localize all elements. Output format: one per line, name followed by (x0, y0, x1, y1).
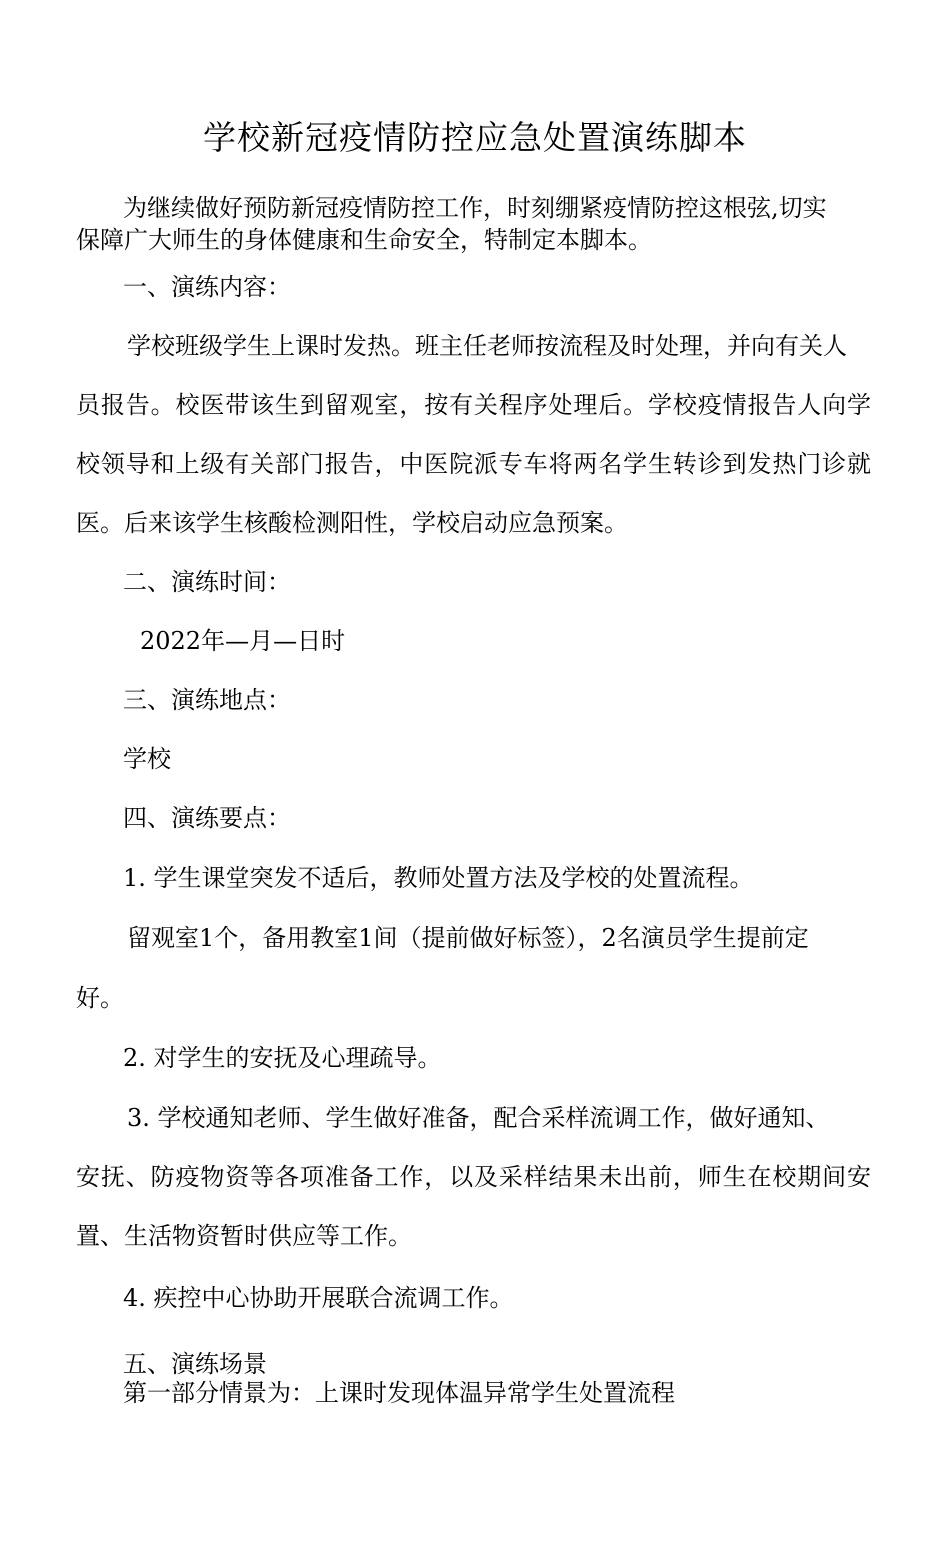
intro-line-2: 保障广大师生的身体健康和生命安全，特制定本脚本。 (76, 226, 652, 254)
section-1-paragraph-line-4: 医。后来该学生核酸检测阳性，学校启动应急预案。 (76, 509, 628, 537)
section-1-paragraph-line-2: 员报告。校医带该生到留观室，按有关程序处理后。学校疫情报告人向学 (76, 391, 871, 419)
section-4-heading: 四、演练要点： (123, 804, 291, 832)
section-4-point-1: 1. 学生课堂突发不适后，教师处置方法及学校的处置流程。 (123, 864, 754, 892)
section-4-point-1-note-line-1: 留观室1个，备用教室1间（提前做好标签），2名演员学生提前定 (127, 924, 809, 952)
section-3-content: 学校 (123, 745, 171, 773)
section-1-paragraph-line-1: 学校班级学生上课时发热。班主任老师按流程及时处理，并向有关人 (127, 332, 847, 360)
section-5-part-1: 第一部分情景为：上课时发现体温异常学生处置流程 (123, 1379, 675, 1407)
intro-line-1: 为继续做好预防新冠疫情防控工作，时刻绷紧疫情防控这根弦,切实 (123, 194, 827, 222)
section-2-content: 2022年—月—日时 (140, 627, 346, 655)
section-5-heading: 五、演练场景 (123, 1350, 267, 1378)
section-4-point-4: 4. 疾控中心协助开展联合流调工作。 (123, 1284, 514, 1312)
section-1-paragraph-line-3: 校领导和上级有关部门报告，中医院派专车将两名学生转诊到发热门诊就 (76, 450, 871, 478)
section-4-point-1-note-line-2: 好。 (76, 984, 124, 1012)
section-4-point-3-line-3: 置、生活物资暂时供应等工作。 (76, 1222, 412, 1250)
section-2-heading: 二、演练时间： (123, 568, 291, 596)
section-3-heading: 三、演练地点： (123, 686, 291, 714)
section-1-heading: 一、演练内容： (123, 273, 291, 301)
section-4-point-3-line-1: 3. 学校通知老师、学生做好准备，配合采样流调工作，做好通知、 (127, 1104, 830, 1132)
section-4-point-2: 2. 对学生的安抚及心理疏导。 (123, 1044, 442, 1072)
section-4-point-3-line-2: 安抚、防疫物资等各项准备工作，以及采样结果未出前，师生在校期间安 (76, 1163, 871, 1191)
document-title: 学校新冠疫情防控应急处置演练脚本 (203, 118, 747, 157)
